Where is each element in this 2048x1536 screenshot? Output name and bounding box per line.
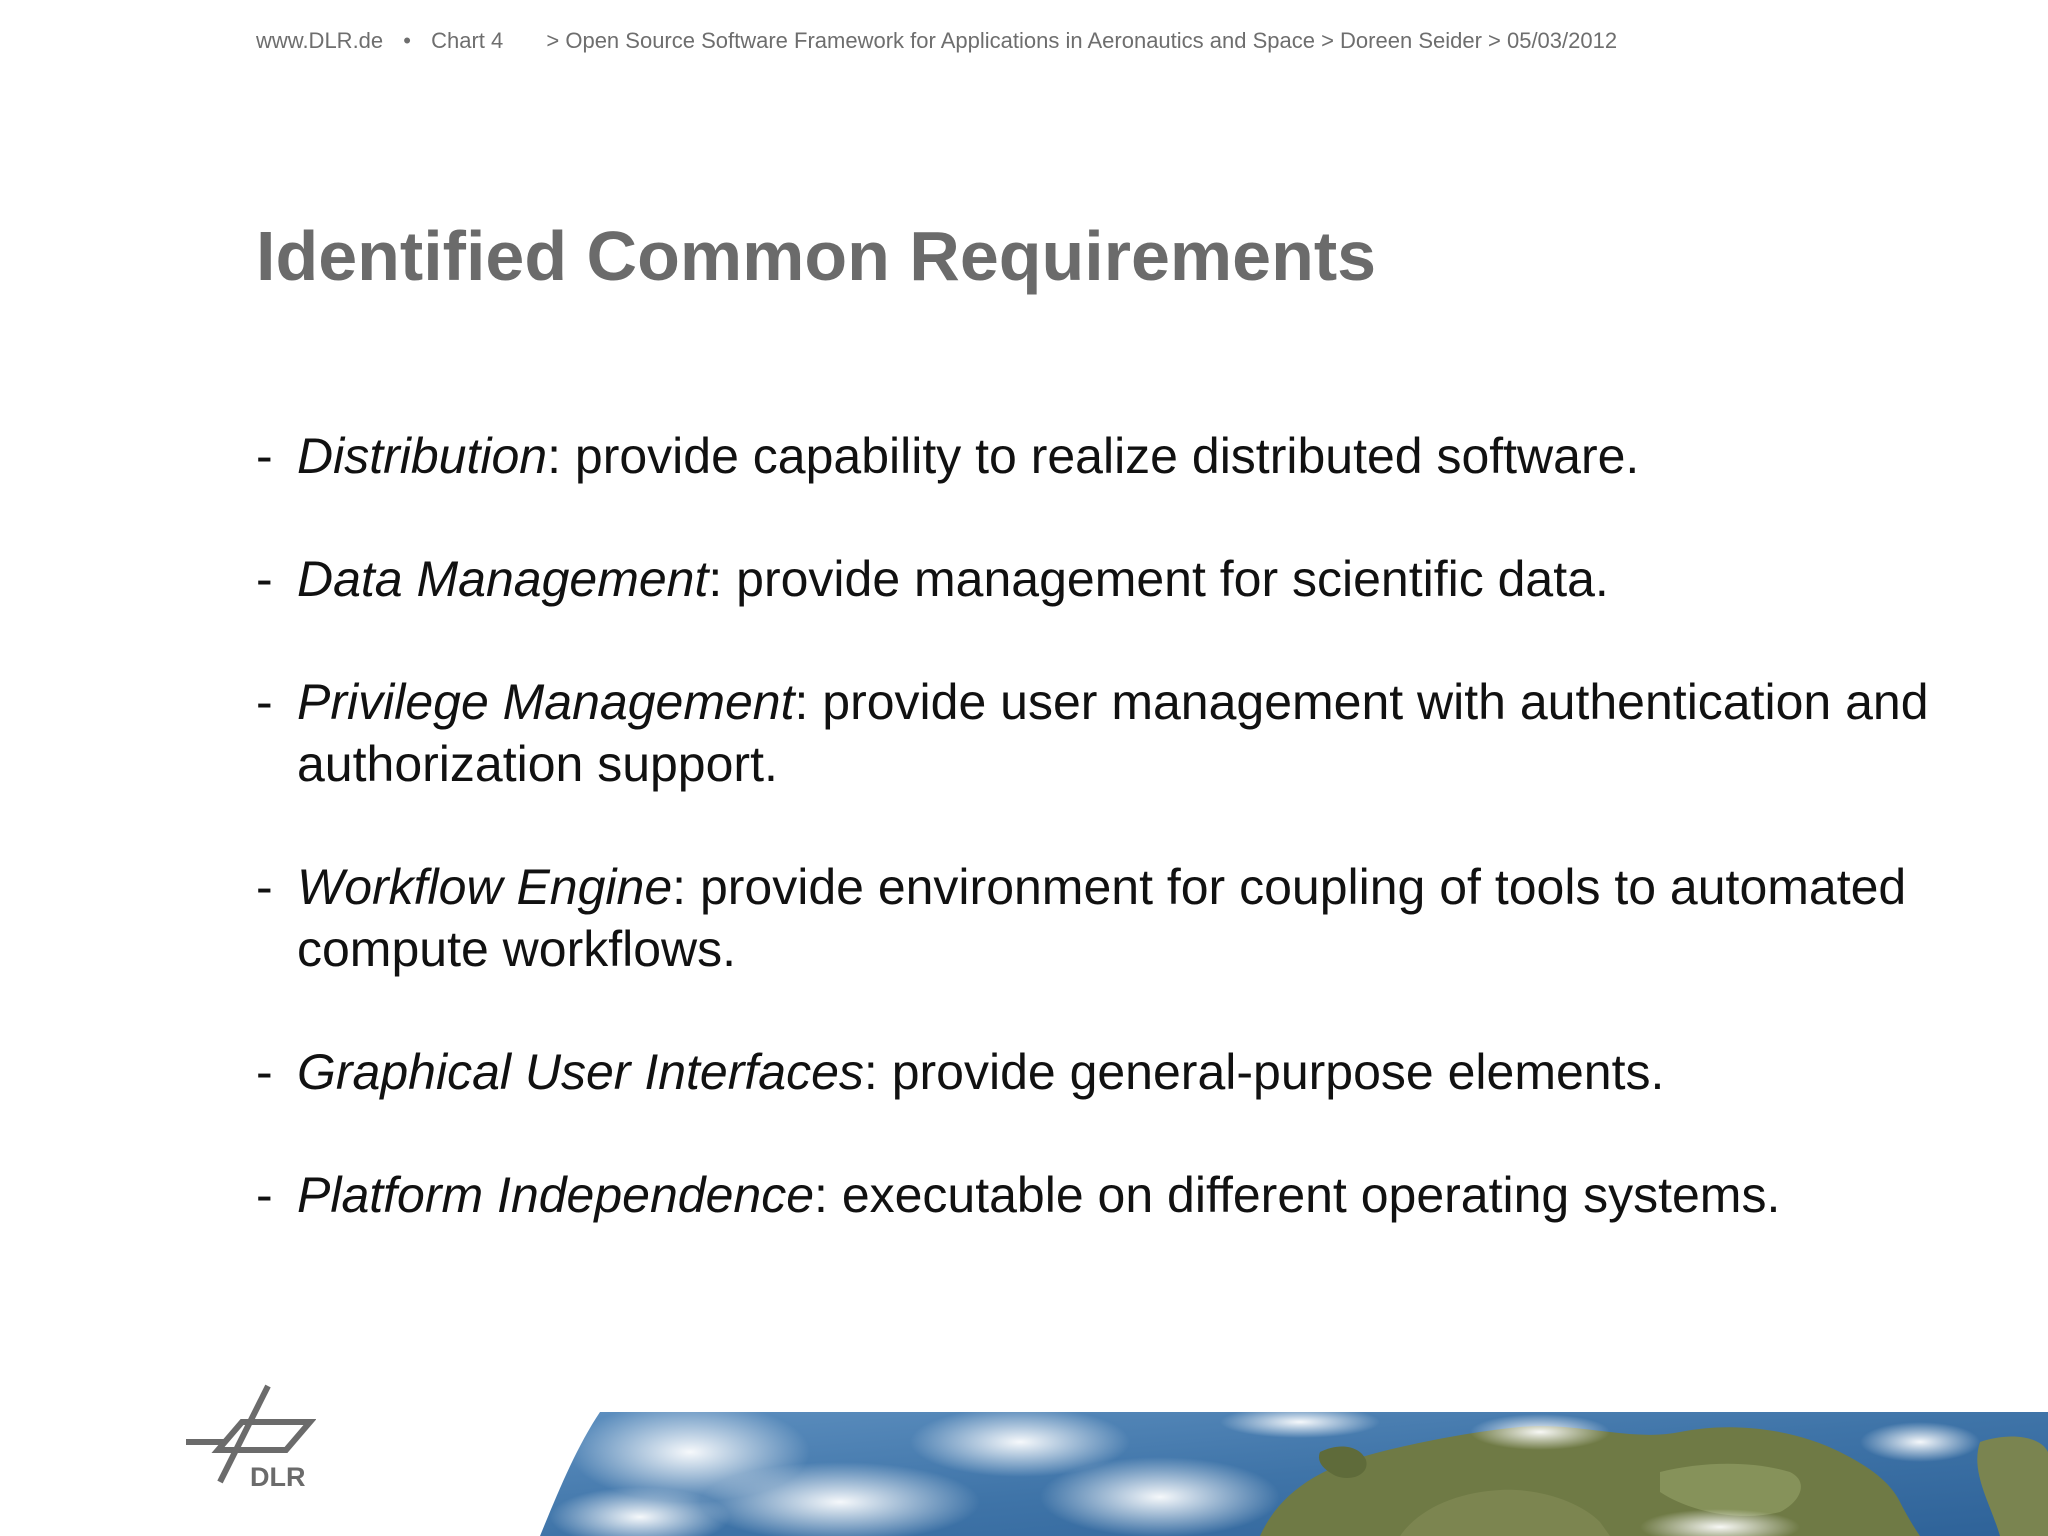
slide-title: Identified Common Requirements bbox=[256, 217, 1377, 295]
requirements-list bbox=[256, 425, 2016, 1287]
slide-header bbox=[256, 28, 1617, 54]
requirement-item bbox=[256, 1164, 2016, 1226]
bullet-dash: - bbox=[256, 1167, 273, 1223]
requirement-item bbox=[256, 856, 2016, 980]
requirement-item bbox=[256, 671, 2016, 795]
requirement-term: Workflow Engine bbox=[297, 859, 673, 915]
requirement-term: Distribution bbox=[297, 428, 548, 484]
bullet-dash: - bbox=[256, 551, 273, 607]
requirement-term: Privilege Management bbox=[297, 674, 795, 730]
requirement-description: : provide management for scientific data. bbox=[708, 551, 1609, 607]
bullet-dash: - bbox=[256, 674, 273, 730]
requirement-description: : executable on different operating systems. bbox=[814, 1167, 1781, 1223]
dlr-logo bbox=[186, 1380, 316, 1490]
requirement-description: : provide general-purpose elements. bbox=[863, 1044, 1665, 1100]
requirement-term: Graphical User Interfaces bbox=[297, 1044, 864, 1100]
earth-banner-image bbox=[540, 1412, 2048, 1536]
header-site: www.DLR.de bbox=[256, 28, 384, 53]
requirement-item bbox=[256, 548, 2016, 610]
requirement-item bbox=[256, 425, 2016, 487]
bullet-dash: - bbox=[256, 428, 273, 484]
bullet-dash: - bbox=[256, 859, 273, 915]
bullet-dash: - bbox=[256, 1044, 273, 1100]
requirement-term: Platform Independence bbox=[297, 1167, 815, 1223]
logo-text: DLR bbox=[250, 1462, 306, 1490]
requirement-term: Data Management bbox=[297, 551, 709, 607]
header-separator: • bbox=[403, 28, 411, 53]
logo-parallelogram bbox=[218, 1422, 310, 1450]
requirement-description: : provide user management with authentication and authorization support. bbox=[297, 674, 1929, 792]
header-breadcrumb: > Open Source Software Framework for Applications in Aeronautics and Space > Doreen Seider > 05/03/2012 bbox=[546, 28, 1618, 53]
header-chart-number: Chart 4 bbox=[431, 28, 504, 53]
requirement-description: : provide environment for coupling of tools to automated compute workflows. bbox=[297, 859, 1907, 977]
requirement-description: : provide capability to realize distributed software. bbox=[547, 428, 1640, 484]
requirement-item bbox=[256, 1041, 2016, 1103]
